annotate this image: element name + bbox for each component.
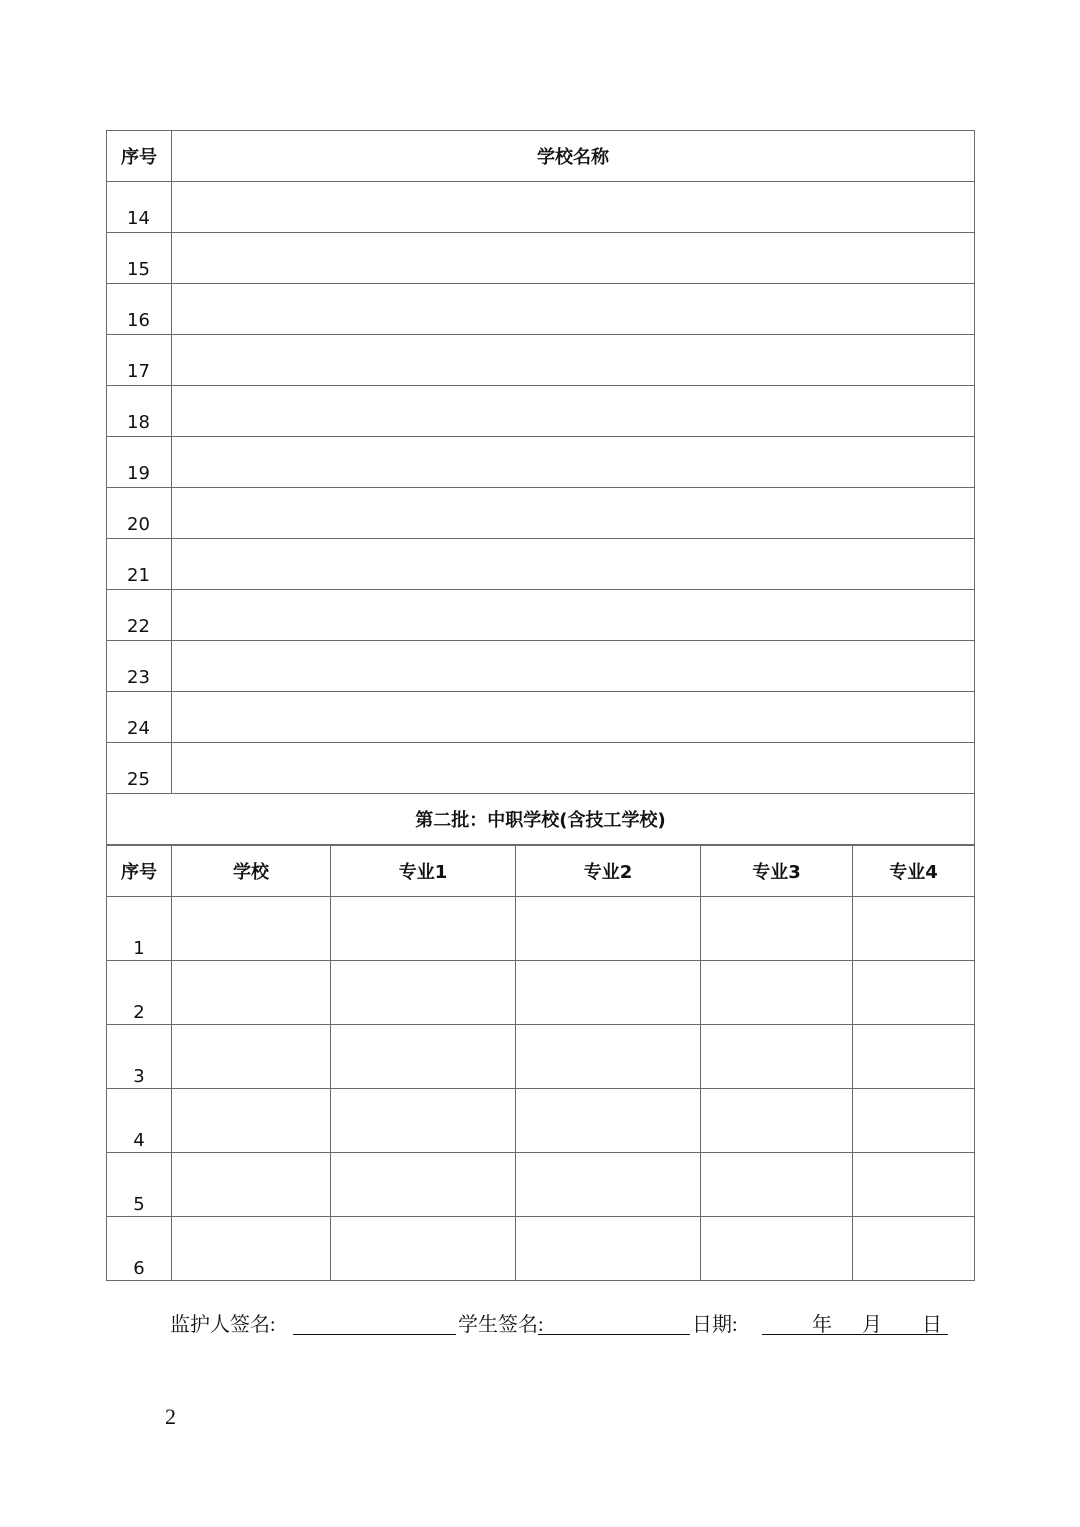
school-name-cell[interactable]	[172, 641, 975, 692]
table-row	[107, 692, 975, 743]
school-name-cell[interactable]	[172, 233, 975, 284]
major4-cell[interactable]	[853, 1153, 975, 1217]
school-cell[interactable]	[172, 1025, 331, 1089]
row-number: 20	[107, 488, 172, 539]
row-number: 1	[107, 897, 172, 961]
header-major3: 专业3	[701, 846, 853, 897]
row-number: 18	[107, 386, 172, 437]
school-name-cell[interactable]	[172, 284, 975, 335]
major1-cell[interactable]	[331, 1153, 516, 1217]
row-number: 21	[107, 539, 172, 590]
table-row	[107, 386, 975, 437]
vocational-school-table	[106, 845, 975, 1281]
row-number: 6	[107, 1217, 172, 1281]
guardian-signature-field[interactable]	[293, 1334, 456, 1335]
signature-line	[170, 1308, 960, 1340]
row-number: 4	[107, 1089, 172, 1153]
school-cell[interactable]	[172, 1153, 331, 1217]
row-number: 22	[107, 590, 172, 641]
table-header-row	[107, 846, 975, 897]
table-row	[107, 1217, 975, 1281]
school-cell[interactable]	[172, 1089, 331, 1153]
row-number: 19	[107, 437, 172, 488]
date-field[interactable]	[762, 1334, 948, 1335]
month-label: 月	[862, 1314, 882, 1336]
table-row	[107, 284, 975, 335]
page-number: 2	[165, 1404, 176, 1429]
student-signature-field[interactable]	[538, 1334, 690, 1335]
school-list-table	[106, 130, 975, 845]
header-major1: 专业1	[331, 846, 516, 897]
table-row	[107, 233, 975, 284]
major4-cell[interactable]	[853, 1025, 975, 1089]
major3-cell[interactable]	[701, 1089, 853, 1153]
major1-cell[interactable]	[331, 897, 516, 961]
major4-cell[interactable]	[853, 961, 975, 1025]
school-name-cell[interactable]	[172, 437, 975, 488]
row-number: 14	[107, 182, 172, 233]
major1-cell[interactable]	[331, 961, 516, 1025]
table-row	[107, 641, 975, 692]
major2-cell[interactable]	[516, 897, 701, 961]
batch-title-row	[107, 794, 975, 845]
header-school: 学校	[172, 846, 331, 897]
table-row	[107, 539, 975, 590]
header-school-name: 学校名称	[172, 131, 975, 182]
major2-cell[interactable]	[516, 1025, 701, 1089]
header-no: 序号	[107, 846, 172, 897]
table-row	[107, 182, 975, 233]
table-row	[107, 1153, 975, 1217]
guardian-signature-label: 监护人签名:	[170, 1314, 276, 1336]
major1-cell[interactable]	[331, 1217, 516, 1281]
school-name-cell[interactable]	[172, 386, 975, 437]
table-row	[107, 488, 975, 539]
header-no: 序号	[107, 131, 172, 182]
major3-cell[interactable]	[701, 1153, 853, 1217]
row-number: 5	[107, 1153, 172, 1217]
day-label: 日	[922, 1314, 942, 1336]
major4-cell[interactable]	[853, 897, 975, 961]
table-row	[107, 961, 975, 1025]
major4-cell[interactable]	[853, 1217, 975, 1281]
school-name-cell[interactable]	[172, 182, 975, 233]
major4-cell[interactable]	[853, 1089, 975, 1153]
major3-cell[interactable]	[701, 1217, 853, 1281]
header-major4: 专业4	[853, 846, 975, 897]
row-number: 3	[107, 1025, 172, 1089]
date-label: 日期:	[692, 1314, 738, 1336]
table-row	[107, 437, 975, 488]
school-cell[interactable]	[172, 961, 331, 1025]
batch2-title: 第二批：中职学校(含技工学校)	[107, 794, 975, 845]
major3-cell[interactable]	[701, 961, 853, 1025]
student-signature-label: 学生签名:	[458, 1314, 544, 1336]
school-name-cell[interactable]	[172, 335, 975, 386]
table-row	[107, 1089, 975, 1153]
table-row	[107, 743, 975, 794]
school-name-cell[interactable]	[172, 692, 975, 743]
major1-cell[interactable]	[331, 1025, 516, 1089]
year-label: 年	[812, 1314, 832, 1336]
major2-cell[interactable]	[516, 1089, 701, 1153]
major2-cell[interactable]	[516, 1153, 701, 1217]
major3-cell[interactable]	[701, 1025, 853, 1089]
table-row	[107, 335, 975, 386]
row-number: 2	[107, 961, 172, 1025]
school-cell[interactable]	[172, 1217, 331, 1281]
major2-cell[interactable]	[516, 1217, 701, 1281]
header-major2: 专业2	[516, 846, 701, 897]
major2-cell[interactable]	[516, 961, 701, 1025]
row-number: 23	[107, 641, 172, 692]
row-number: 17	[107, 335, 172, 386]
school-name-cell[interactable]	[172, 590, 975, 641]
school-name-cell[interactable]	[172, 539, 975, 590]
school-name-cell[interactable]	[172, 488, 975, 539]
table-header-row	[107, 131, 975, 182]
school-cell[interactable]	[172, 897, 331, 961]
table-row	[107, 897, 975, 961]
row-number: 25	[107, 743, 172, 794]
row-number: 15	[107, 233, 172, 284]
row-number: 16	[107, 284, 172, 335]
row-number: 24	[107, 692, 172, 743]
table-row	[107, 1025, 975, 1089]
school-name-cell[interactable]	[172, 743, 975, 794]
table-row	[107, 590, 975, 641]
major1-cell[interactable]	[331, 1089, 516, 1153]
major3-cell[interactable]	[701, 897, 853, 961]
